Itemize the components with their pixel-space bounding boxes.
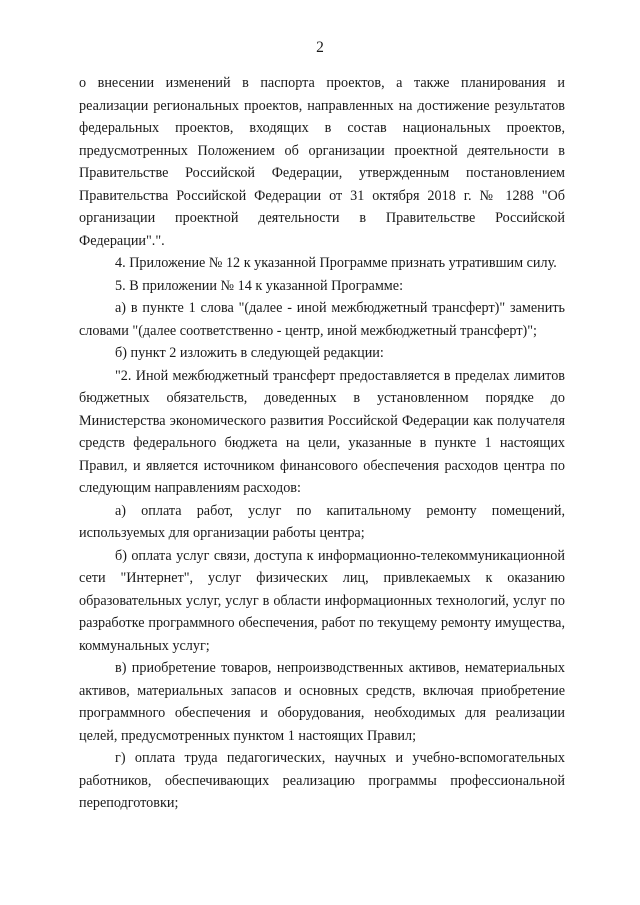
- paragraph-subitem-b: б) пункт 2 изложить в следующей редакции:: [115, 345, 384, 361]
- paragraph-continuation: о внесении изменений в паспорта проектов, а также планирования и реализации региональных проектов, направленных на достижение результатов федеральных проектов, входящих в состав национальных проектов, предусмотренных Положением об организации проектной деятельности в Правительстве Российской Федерации, утвержденным постановлением Правительства Российской Федерации от 31 октября 2018 г. № 1288 "Об организации проектной деятельности в Правительстве Российской Федерации".".: [79, 75, 565, 249]
- paragraph-rule-2-a: а) оплата работ, услуг по капитальному ремонту помещений, используемых для организации работы центра;: [79, 502, 565, 541]
- page-number: 2: [316, 39, 324, 56]
- paragraph-rule-2-b: б) оплата услуг связи, доступа к информационно-телекоммуникационной сети "Интернет", услуг физических лиц, привлекаемых к оказанию образовательных услуг, услуг в области информационных технологий, услуг по разработке программного обеспечения, работ по текущему ремонту имущества, коммунальных услуг;: [79, 547, 565, 654]
- paragraph-rule-2: "2. Иной межбюджетный трансферт предоставляется в пределах лимитов бюджетных обязательств, доведенных в установленном порядке до Министерства экономического развития Российской Федерации как получателя средств федерального бюджета на цели, указанные в пункте 1 настоящих Правил, и является источником финансового обеспечения расходов центра по следующим направлениям расходов:: [79, 367, 565, 496]
- paragraph-item-5: 5. В приложении № 14 к указанной Программе:: [115, 277, 404, 294]
- document-body: [79, 72, 565, 815]
- paragraph-item-4: 4. Приложение № 12 к указанной Программе признать утратившим силу.: [115, 255, 557, 271]
- paragraph-rule-2-v: в) приобретение товаров, непроизводственных активов, нематериальных активов, материальных запасов и основных средств, включая приобретение программного обеспечения и оборудования, необходимых для реализации целей, предусмотренных пунктом 1 настоящих Правил;: [79, 660, 565, 744]
- paragraph-rule-2-g: г) оплата труда педагогических, научных и учебно-вспомогательных работников, обеспечивающих реализацию программы профессиональной переподготовки;: [79, 750, 565, 811]
- paragraph-subitem-a: а) в пункте 1 слова "(далее - иной межбюджетный трансферт)" заменить словами "(далее соответственно - центр, иной межбюджетный трансферт)";: [79, 300, 565, 339]
